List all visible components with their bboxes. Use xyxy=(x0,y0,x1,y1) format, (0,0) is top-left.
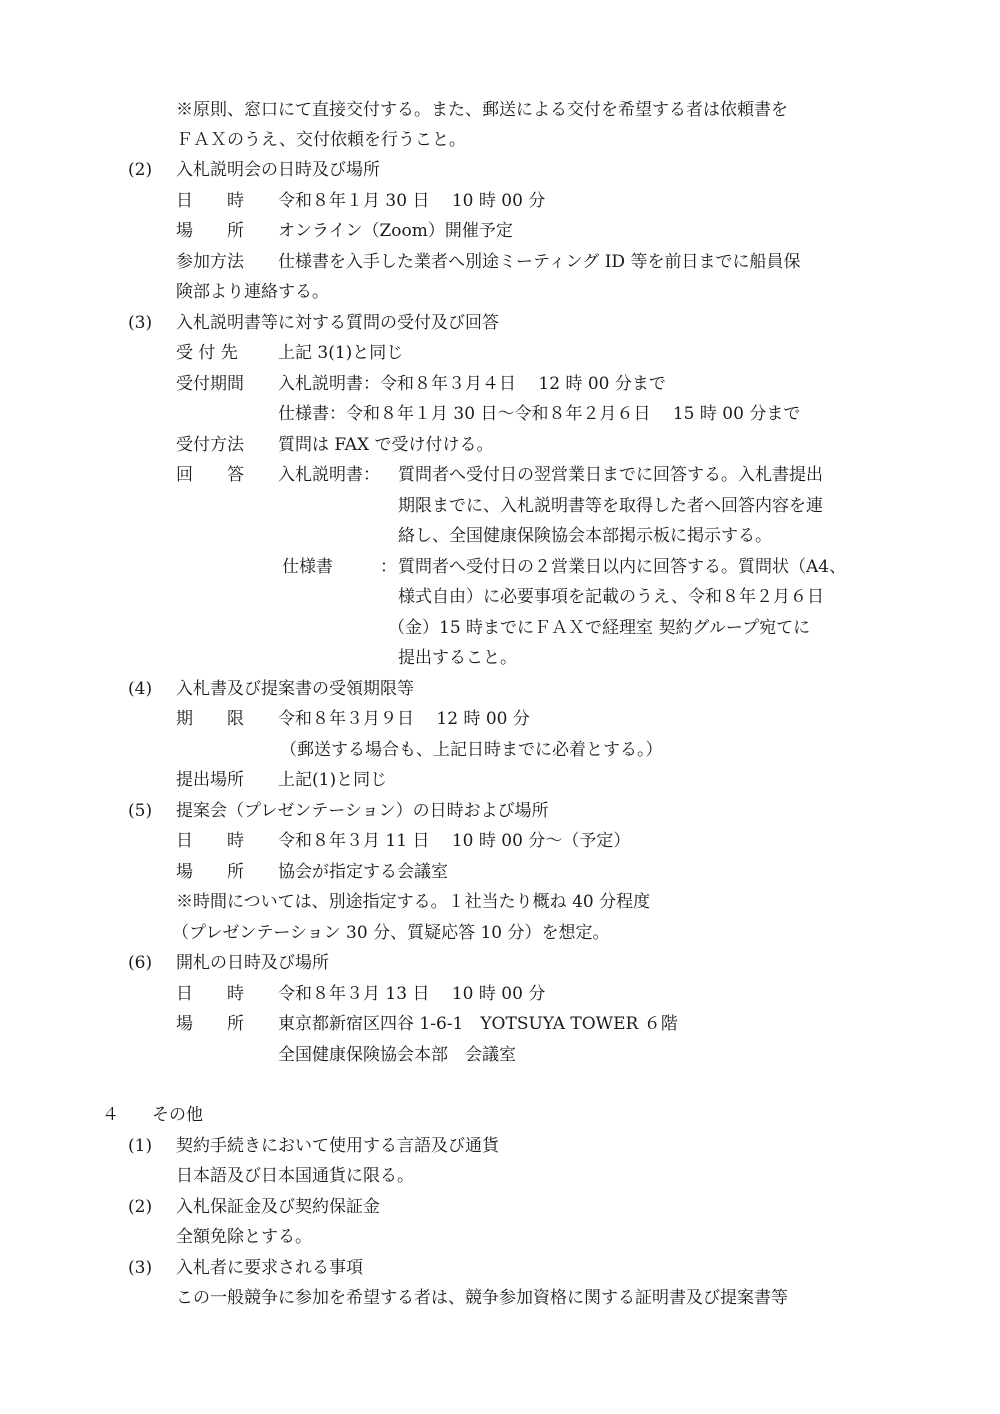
field-value: 上記(1)と同じ xyxy=(278,770,388,790)
item-body: 日本語及び日本国通貨に限る。 xyxy=(176,1166,414,1186)
item-number: (2) xyxy=(128,1197,153,1217)
field-label: 場 所 xyxy=(176,1014,244,1034)
item-title: 入札説明書等に対する質問の受付及び回答 xyxy=(176,313,499,333)
field-value: 期限までに、入札説明書等を取得した者へ回答内容を連 xyxy=(398,496,823,516)
item-title: 入札説明会の日時及び場所 xyxy=(176,160,380,180)
item-title: 入札者に要求される事項 xyxy=(176,1258,363,1278)
field-label: 提出場所 xyxy=(176,770,244,790)
text-line: ＦＡＸのうえ、交付依頼を行うこと。 xyxy=(176,130,467,150)
field-label: 日 時 xyxy=(176,831,244,851)
field-value: 仕様書を入手した業者へ別途ミーティング ID 等を前日までに船員保 xyxy=(278,252,801,272)
field-value: 質問者へ受付日の２営業日以内に回答する。質問状（A4、 xyxy=(398,557,847,577)
item-title: 提案会（プレゼンテーション）の日時および場所 xyxy=(176,801,549,821)
field-label: 受付期間 xyxy=(176,374,244,394)
text-line: （プレゼンテーション 30 分、質疑応答 10 分）を想定。 xyxy=(172,923,610,943)
field-value: 質問は FAX で受け付ける。 xyxy=(278,435,494,455)
item-number: (3) xyxy=(128,1258,153,1278)
field-value: 仕様書：令和８年１月 30 日～令和８年２月６日 15 時 00 分まで xyxy=(278,404,801,424)
item-title: 入札保証金及び契約保証金 xyxy=(176,1197,380,1217)
item-body: この一般競争に参加を希望する者は、競争参加資格に関する証明書及び提案書等 xyxy=(176,1288,788,1308)
field-value: 絡し、全国健康保険協会本部掲示板に掲示する。 xyxy=(398,526,772,546)
item-title: 開札の日時及び場所 xyxy=(176,953,329,973)
item-number: (1) xyxy=(128,1136,153,1156)
field-value: 質問者へ受付日の翌営業日までに回答する。入札書提出 xyxy=(398,465,823,485)
sub-label: 入札説明書： xyxy=(278,465,380,485)
field-value: 入札説明書：令和８年３月４日 12 時 00 分まで xyxy=(278,374,666,394)
item-number: (6) xyxy=(128,953,153,973)
field-label: 回 答 xyxy=(176,465,244,485)
colon: ： xyxy=(380,557,397,577)
field-label: 日 時 xyxy=(176,191,244,211)
text-line: 険部より連絡する。 xyxy=(176,282,329,302)
field-value: （金）15 時までにＦＡＸで経理室 契約グループ宛てに xyxy=(388,618,811,638)
field-value: オンライン（Zoom）開催予定 xyxy=(278,221,513,241)
field-note: （郵送する場合も、上記日時までに必着とする。） xyxy=(280,740,663,760)
item-number: (4) xyxy=(128,679,153,699)
field-value: 協会が指定する会議室 xyxy=(278,862,448,882)
item-number: (3) xyxy=(128,313,153,333)
field-label: 場 所 xyxy=(176,862,244,882)
field-label: 日 時 xyxy=(176,984,244,1004)
section-number: ４ xyxy=(102,1105,119,1125)
item-title: 入札書及び提案書の受領期限等 xyxy=(176,679,414,699)
field-label: 受付方法 xyxy=(176,435,244,455)
field-label: 参加方法 xyxy=(176,252,244,272)
field-label: 受 付 先 xyxy=(176,343,238,363)
field-label: 場 所 xyxy=(176,221,244,241)
field-value: 令和８年１月 30 日 10 時 00 分 xyxy=(278,191,546,211)
field-value: 提出すること。 xyxy=(398,648,517,668)
section-title: その他 xyxy=(152,1105,203,1125)
text-line: ※時間については、別途指定する。１社当たり概ね 40 分程度 xyxy=(176,892,651,912)
field-value: 様式自由）に必要事項を記載のうえ、令和８年２月６日 xyxy=(398,587,825,607)
field-value: 令和８年３月 13 日 10 時 00 分 xyxy=(278,984,546,1004)
field-value: 全国健康保険協会本部 会議室 xyxy=(278,1045,516,1065)
item-body: 全額免除とする。 xyxy=(176,1227,312,1247)
item-number: (5) xyxy=(128,801,153,821)
field-value: 令和８年３月 11 日 10 時 00 分～（予定） xyxy=(278,831,631,851)
field-value: 東京都新宿区四谷 1-6-1 YOTSUYA TOWER ６階 xyxy=(278,1014,678,1034)
field-value: 上記 3(1)と同じ xyxy=(278,343,404,363)
item-title: 契約手続きにおいて使用する言語及び通貨 xyxy=(176,1136,499,1156)
text-line: ※原則、窓口にて直接交付する。また、郵送による交付を希望する者は依頼書を xyxy=(176,100,788,120)
sub-label: 仕様書 xyxy=(282,557,333,577)
item-number: (2) xyxy=(128,160,153,180)
field-label: 期 限 xyxy=(176,709,244,729)
field-value: 令和８年３月９日 12 時 00 分 xyxy=(278,709,530,729)
